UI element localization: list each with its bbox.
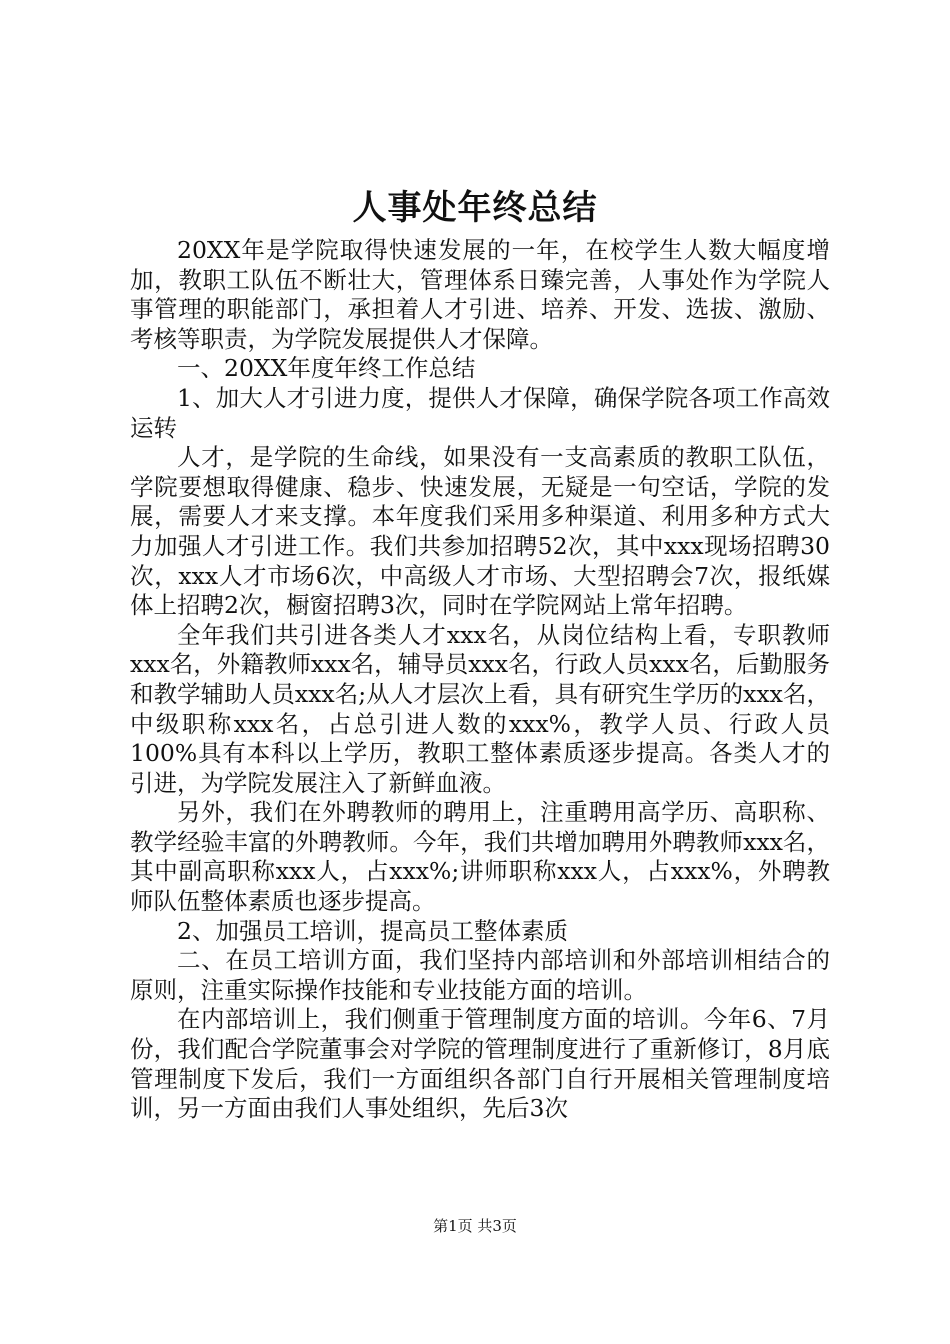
subsection-heading-1: 1、加大人才引进力度，提供人才保障，确保学院各项工作高效运转 [130,383,830,442]
section-heading-2: 二、在员工培训方面，我们坚持内部培训和外部培训相结合的原则，注重实际操作技能和专业技能方面的培训。 [130,946,830,1004]
paragraph-internal-training: 在内部培训上，我们侧重于管理制度方面的培训。今年6、7月份，我们配合学院董事会对学院的管理制度进行了重新修订，8月底管理制度下发后，我们一方面组织各部门自行开展相关管理制度培训，另一方面由我们人事处组织，先后3次 [130,1005,830,1123]
paragraph-external-teachers: 另外，我们在外聘教师的聘用上，注重聘用高学历、高职称、教学经验丰富的外聘教师。今年，我们共增加聘用外聘教师xxx名，其中副高职称xxx人，占xxx%;讲师职称xxx人，占xxx%，外聘教师队伍整体素质也逐步提高。 [130,798,830,916]
document-body [130,236,830,1124]
paragraph-recruitment: 全年我们共引进各类人才xxx名，从岗位结构上看，专职教师xxx名，外籍教师xxx名，辅导员xxx名，行政人员xxx名，后勤服务和教学辅助人员xxx名;从人才层次上看，具有研究生学历的xxx名，中级职称xxx名，占总引进人数的xxx%，教学人员、行政人员100%具有本科以上学历，教职工整体素质逐步提高。各类人才的引进，为学院发展注入了新鲜血液。 [130,620,830,797]
paragraph-intro: 20XX年是学院取得快速发展的一年，在校学生人数大幅度增加，教职工队伍不断壮大，管理体系日臻完善，人事处作为学院人事管理的职能部门，承担着人才引进、培养、开发、选拔、激励、考核等职责，为学院发展提供人才保障。 [130,236,830,353]
paragraph-talent: 人才，是学院的生命线，如果没有一支高素质的教职工队伍，学院要想取得健康、稳步、快速发展，无疑是一句空话，学院的发展，需要人才来支撑。本年度我们采用多种渠道、利用多种方式大力加强人才引进工作。我们共参加招聘52次，其中xxx现场招聘30次，xxx人才市场6次，中高级人才市场、大型招聘会7次，报纸媒体上招聘2次，橱窗招聘3次，同时在学院网站上常年招聘。 [130,443,830,620]
subsection-heading-2: 2、加强员工培训，提高员工整体素质 [177,916,568,945]
document-title: 人事处年终总结 [352,188,598,228]
section-heading-1: 一、20XX年度年终工作总结 [177,354,476,383]
page-footer: 第1页 共3页 [433,1217,517,1235]
